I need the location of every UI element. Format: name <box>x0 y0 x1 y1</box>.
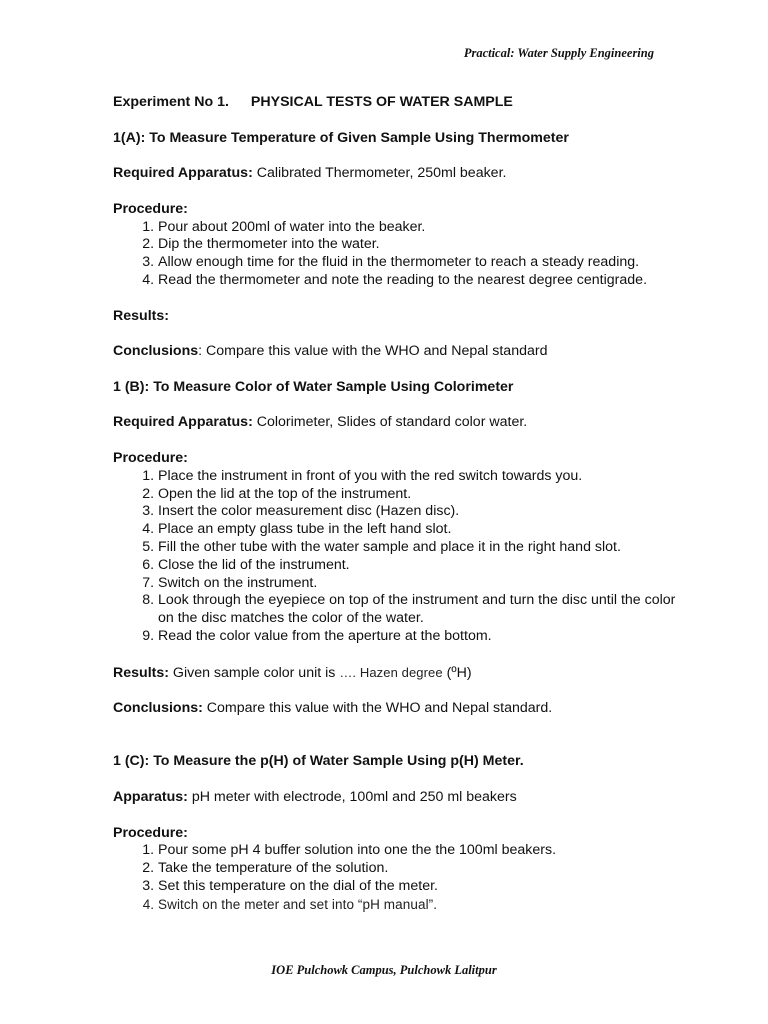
list-item: 3. Set this temperature on the dial of the meter. <box>158 878 693 896</box>
list-item: 6. Close the lid of the instrument. <box>158 557 693 575</box>
document-body <box>113 94 693 914</box>
results-label: Results: <box>113 664 169 681</box>
section-c-steps <box>113 842 693 913</box>
apparatus-value: Calibrated Thermometer, 250ml beaker. <box>252 165 507 182</box>
list-item: 4. Read the thermometer and note the reading to the nearest degree centigrade. <box>158 272 693 290</box>
list-item: 8. Look through the eyepiece on top of the instrument and turn the disc until the color on the disc matches the color of the water. <box>158 592 688 628</box>
results-value: Given sample color unit is <box>168 664 340 681</box>
section-b-conclusions <box>113 700 693 718</box>
experiment-number: Experiment No 1. <box>113 94 229 110</box>
section-c-heading: 1 (C): To Measure the p(H) of Water Sample Using p(H) Meter. <box>113 753 524 770</box>
apparatus-label: Apparatus: <box>113 789 188 806</box>
page-header: Practical: Water Supply Engineering <box>463 46 654 60</box>
apparatus-value: Colorimeter, Slides of standard color water. <box>252 414 528 431</box>
section-b-steps <box>113 468 693 646</box>
results-value-unit: …. Hazen degree <box>339 664 443 680</box>
section-b-results <box>113 664 693 683</box>
list-item: 4. Place an empty glass tube in the left hand slot. <box>158 521 693 539</box>
section-a-apparatus <box>113 165 693 183</box>
conclusions-value: Compare this value with the WHO and Nepal standard. <box>202 700 553 717</box>
section-a-heading: 1(A): To Measure Temperature of Given Sample Using Thermometer <box>113 129 569 146</box>
list-item: 1. Pour some pH 4 buffer solution into one the the 100ml beakers. <box>158 842 693 860</box>
list-item: 3. Insert the color measurement disc (Hazen disc). <box>158 503 693 521</box>
results-value-symbol: (ºH) <box>442 664 472 681</box>
section-b-heading: 1 (B): To Measure Color of Water Sample Using Colorimeter <box>113 378 514 395</box>
apparatus-value: pH meter with electrode, 100ml and 250 ml beakers <box>187 789 517 806</box>
list-item: 9. Read the color value from the aperture at the bottom. <box>158 628 693 646</box>
section-a-conclusions <box>113 343 693 361</box>
apparatus-label: Required Apparatus: <box>113 165 253 182</box>
list-item: 5. Fill the other tube with the water sample and place it in the right hand slot. <box>158 539 693 557</box>
section-c-procedure-label: Procedure: <box>113 824 188 841</box>
section-a-steps <box>113 219 693 290</box>
list-item: 2. Take the temperature of the solution. <box>158 860 693 878</box>
list-item: 4. Switch on the meter and set into “pH manual”. <box>158 896 693 914</box>
list-item: 1. Pour about 200ml of water into the beaker. <box>158 219 693 237</box>
experiment-title <box>113 94 693 112</box>
page-footer: IOE Pulchowk Campus, Pulchowk Lalitpur <box>271 963 497 977</box>
list-item: 2. Dip the thermometer into the water. <box>158 236 693 254</box>
conclusions-label: Conclusions <box>113 343 199 360</box>
apparatus-label: Required Apparatus: <box>113 414 253 431</box>
section-c-apparatus <box>113 789 693 807</box>
section-a-results-label: Results: <box>113 307 169 324</box>
list-item: 7. Switch on the instrument. <box>158 575 693 593</box>
conclusions-label: Conclusions: <box>113 700 203 717</box>
experiment-name: PHYSICAL TESTS OF WATER SAMPLE <box>250 94 513 110</box>
section-b-procedure-label: Procedure: <box>113 449 188 466</box>
list-item: 1. Place the instrument in front of you with the red switch towards you. <box>158 468 693 486</box>
conclusions-value: : Compare this value with the WHO and Nepal standard <box>198 343 548 360</box>
list-item: 2. Open the lid at the top of the instrument. <box>158 486 693 504</box>
section-b-apparatus <box>113 414 693 432</box>
list-item: 3. Allow enough time for the fluid in the thermometer to reach a steady reading. <box>158 254 693 272</box>
section-a-procedure-label: Procedure: <box>113 200 188 217</box>
